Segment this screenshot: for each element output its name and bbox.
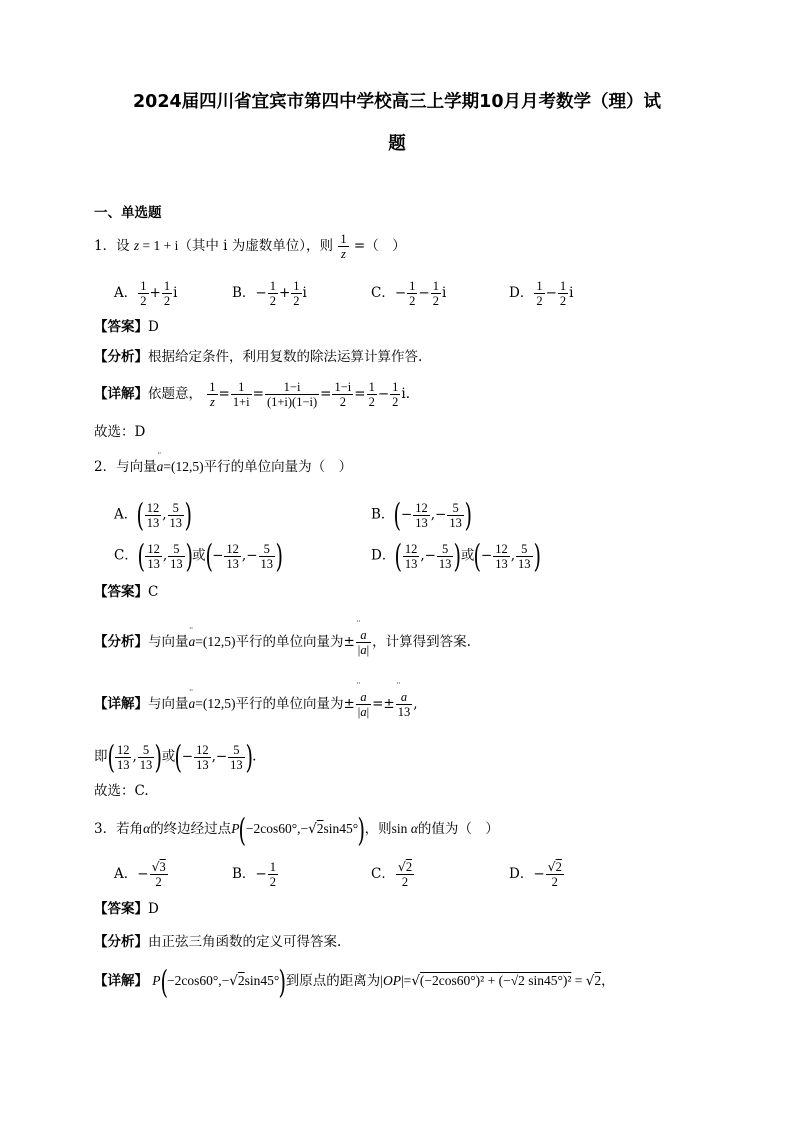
question-1-detail: 【详解】依题意， $\frac{1}{z}$ = $\frac{1}{1+i}$ = $\frac{1-i}{(1+i)(1-i)}$ = $\frac{1-i}{2}$ = $\frac{1}{2}$ − $\frac{1}{2}$ i. <box>94 380 410 409</box>
question-3-detail: 【详解】 P(−2cos60°,−√2sin45°)到原点的距离为|OP|=√(−2cos60°)² + (−√2 sin45°)² = √2， <box>94 963 615 1001</box>
question-1-option-b[interactable]: B．− $\frac{1}{2}$ + $\frac{1}{2}$ i <box>232 279 307 308</box>
question-3-analysis: 【分析】由正弦三角函数的定义可得答案. <box>94 934 342 950</box>
page-title: 2024届四川省宜宾市第四中学校高三上学期10月月考数学（理）试 <box>132 92 662 112</box>
question-2-detail-result: 即( $\frac{12}{13}$ , $\frac{5}{13}$ )或(− $\frac{12}{13}$ ,− $\frac{5}{13}$ ). <box>94 738 257 776</box>
question-2-analysis: 【分析】与向量¨ a=(12,5)平行的单位向量为± ¨ $\frac{a}{|a|}$ ，计算得到答案. <box>94 628 471 657</box>
question-1-stem: 1．设 z = 1 + i（其中 i 为虚数单位），则 $\frac{1}{z}$ =（ ） <box>94 232 406 261</box>
question-2-option-a[interactable]: A．( $\frac{12}{13}$ , $\frac{5}{13}$ ) <box>114 496 193 534</box>
question-3-stem: 3．若角α的终边经过点P(−2cos60°,−√2sin45°)，则sin α的值为（ ） <box>94 811 499 849</box>
question-1-answer: 【答案】D <box>94 319 159 335</box>
question-3-option-a[interactable]: A．− $\frac{√3}{2}$ <box>114 859 166 889</box>
question-1-option-d[interactable]: D． $\frac{1}{2}$ − $\frac{1}{2}$ i <box>509 279 574 308</box>
question-2-detail: 【详解】与向量¨ a=(12,5)平行的单位向量为± ¨ $\frac{a}{|a|}$ =± ¨ $\frac{a}{13}$ , <box>94 690 418 719</box>
question-1-analysis: 【分析】根据给定条件，利用复数的除法运算计算作答. <box>94 349 423 365</box>
section-heading: 一、单选题 <box>94 205 162 221</box>
question-3-answer: 【答案】D <box>94 901 159 917</box>
question-2-option-d[interactable]: D．( $\frac{12}{13}$ ,− $\frac{5}{13}$ )或(− $\frac{12}{13}$ , $\frac{5}{13}$ ) <box>371 537 541 575</box>
question-2-conclusion: 故选：C. <box>94 783 149 799</box>
question-1-option-c[interactable]: C．− $\frac{1}{2}$ − $\frac{1}{2}$ i <box>371 279 447 308</box>
question-1-conclusion: 故选：D <box>94 424 146 440</box>
question-2-answer: 【答案】C <box>94 584 159 600</box>
question-2-option-c[interactable]: C．( $\frac{12}{13}$ , $\frac{5}{13}$ )或(− $\frac{12}{13}$ ,− $\frac{5}{13}$ ) <box>114 537 284 575</box>
question-1-option-a[interactable]: A． $\frac{1}{2}$ + $\frac{1}{2}$ i <box>114 279 178 308</box>
question-2-option-b[interactable]: B．(− $\frac{12}{13}$ ,− $\frac{5}{13}$ ) <box>371 496 472 534</box>
question-3-option-c[interactable]: C． $\frac{√2}{2}$ <box>371 859 413 889</box>
question-3-option-b[interactable]: B．− $\frac{1}{2}$ <box>232 860 276 889</box>
page-title-continued: 题 <box>388 134 406 154</box>
question-3-option-d[interactable]: D．− $\frac{√2}{2}$ <box>509 859 562 889</box>
question-2-stem: 2．与向量¨ a=(12,5)平行的单位向量为（ ） <box>94 457 352 477</box>
